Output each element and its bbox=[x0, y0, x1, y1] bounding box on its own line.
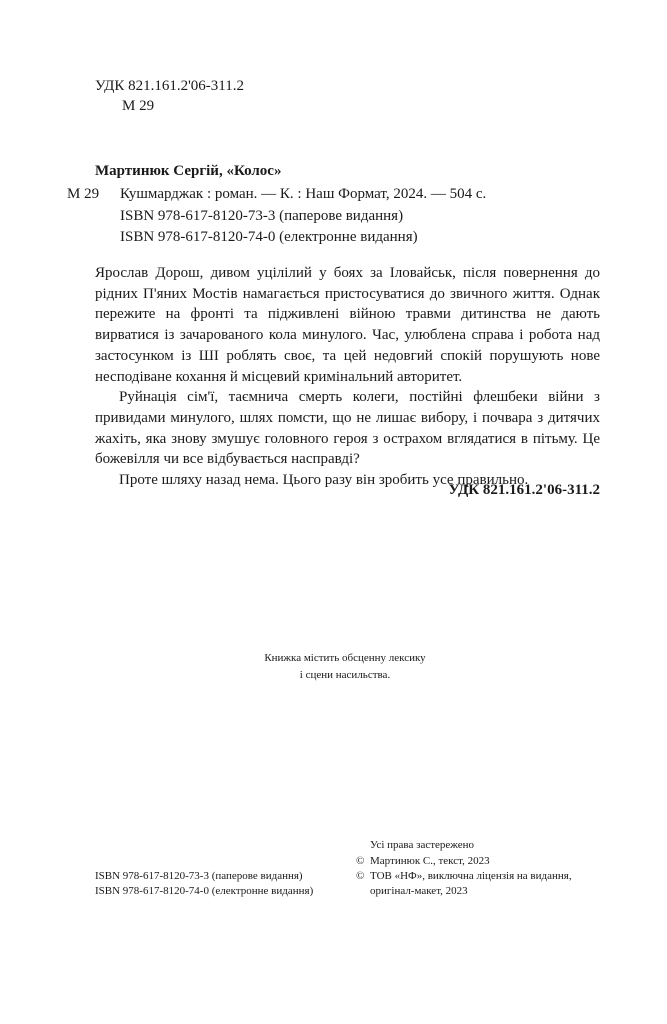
author-mark-top: М 29 bbox=[122, 98, 155, 114]
catalog-isbn-paper: ISBN 978-617-8120-73-3 (паперове видання) bbox=[120, 208, 404, 224]
isbn-electronic-bottom: ISBN 978-617-8120-74-0 (електронне видання) bbox=[95, 885, 314, 897]
catalog-author-mark: М 29 bbox=[67, 186, 100, 202]
catalog-isbn-electronic: ISBN 978-617-8120-74-0 (електронне видання) bbox=[120, 229, 418, 245]
rights-publisher-line-2: оригінал-макет, 2023 bbox=[370, 885, 468, 897]
catalog-bibliographic-line: Кушмарджак : роман. — К. : Наш Формат, 2024. — 504 с. bbox=[120, 186, 487, 202]
udk-code-top: УДК 821.161.2'06-311.2 bbox=[95, 78, 244, 94]
annotation-paragraph-2: Руйнація сім'ї, таємнича смерть колеги, постійні флешбеки війни з привидами минулого, шлях помсти, що не лишає вибору, і почвара з дитячих жахіть, яка знову змушує головного героя з острахом вглядатися в пітьму. Це божевілля чи все відбувається насправді? bbox=[95, 389, 600, 468]
annotation-paragraph-3: Проте шляху назад нема. Цього разу він зробить усе правильно. bbox=[119, 472, 529, 489]
rights-author: Мартинюк С., текст, 2023 bbox=[370, 855, 490, 867]
rights-reserved: Усі права застережено bbox=[370, 839, 475, 851]
content-warning-line-2: і сцени насильства. bbox=[299, 669, 391, 681]
copyright-icon: © bbox=[356, 855, 365, 867]
annotation-paragraph-1: Ярослав Дорош, дивом уцілілий у боях за Іловайськ, після повернення до рідних П'яних Мостів намагається пристосуватися до звичного життя. Однак пережите на фронті та підживлені війною травми дитинства не дають вирватися із зачарованого кола минулого. Час, улюблена справа і робота над застосунком із ШІ роблять своє, та цей недовгий спокій порушують нове несподіване кохання й місцевий кримінальний авторитет. bbox=[95, 265, 600, 385]
copyright-icon: © bbox=[356, 870, 365, 882]
udk-code-bottom: УДК 821.161.2'06-311.2 bbox=[448, 482, 600, 498]
isbn-paper-bottom: ISBN 978-617-8120-73-3 (паперове видання) bbox=[95, 870, 303, 882]
catalog-heading: Мартинюк Сергій, «Колос» bbox=[95, 163, 282, 179]
rights-publisher-line-1: ТОВ «НФ», виключна ліцензія на видання, bbox=[370, 870, 572, 882]
content-warning-line-1: Книжка містить обсценну лексику bbox=[264, 652, 426, 664]
book-annotation bbox=[95, 263, 600, 491]
